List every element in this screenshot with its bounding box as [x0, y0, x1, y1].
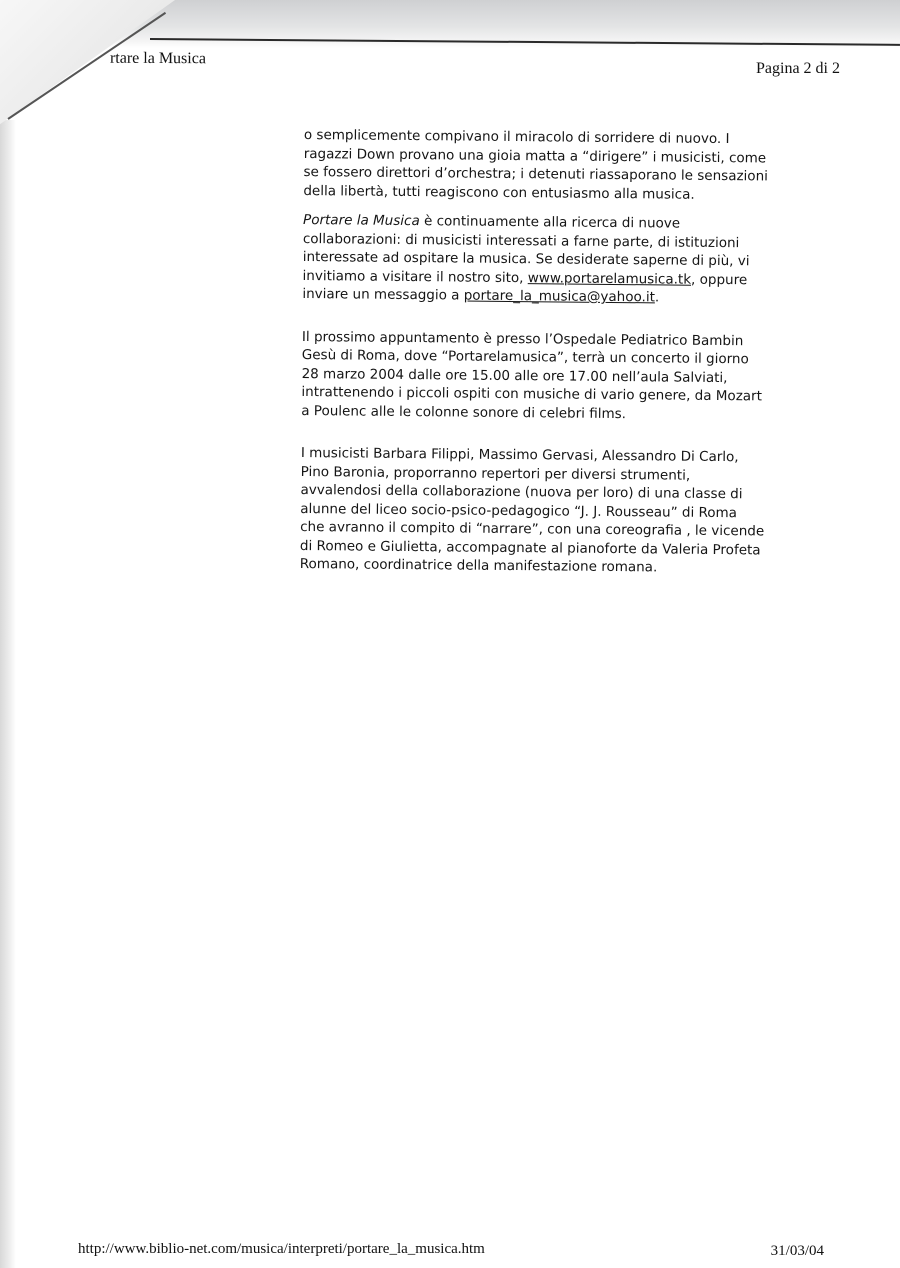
line-text: invitiamo a visitare il nostro sito, [302, 267, 528, 286]
paragraph-line: Pino Baronia, proporranno repertori per diversi strumenti, [300, 463, 691, 484]
paragraph-2 [302, 211, 843, 309]
paragraph-line [302, 285, 842, 309]
paragraph-line: alunne del liceo socio-psico-pedagogico “J. J. Rousseau” di Roma [300, 500, 738, 521]
paragraph-line: intrattenendo i piccoli ospiti con musiche di vario genere, da Mozart [301, 383, 763, 405]
paragraph-line: Il prossimo appuntamento è presso l’Ospedale Pediatrico Bambin [301, 328, 744, 349]
paragraph-line: interessate ad ospitare la musica. Se desiderate saperne di più, vi [302, 248, 750, 270]
line-text: è continuamente alla ricerca di nuove [419, 213, 681, 232]
paragraph-line: a Poulenc alle le colonne sonore di celebri films. [301, 402, 627, 422]
paragraph-3 [301, 327, 842, 425]
paragraph-line: o semplicemente compivano il miracolo di sorridere di nuovo. I [303, 126, 730, 148]
line-text: . [654, 289, 660, 306]
paragraph-line: se fossero direttori d’orchestra; i detenuti riassaporano le sensazioni [303, 163, 768, 185]
page-number: Pagina 2 di 2 [756, 60, 840, 77]
paragraph-line: collaborazioni: di musicisti interessati a farne parte, di istituzioni [302, 230, 740, 251]
website-link[interactable]: www.portarelamusica.tk [527, 269, 692, 288]
document-body [300, 126, 844, 590]
paragraph-line: Romano, coordinatrice della manifestazione romana. [299, 555, 658, 576]
paragraph-line: della libertà, tutti reagiscono con entusiasmo alla musica. [303, 182, 695, 203]
paragraph-line: che avranno il compito di “narrare”, con una coreografia , le vicende [300, 518, 765, 540]
paragraph-line: 28 marzo 2004 dalle ore 15.00 alle ore 17.00 nell’aula Salviati, [301, 365, 728, 386]
paragraph-line: Gesù di Roma, dove “Portarelamusica”, terrà un concerto il giorno [301, 346, 749, 368]
scan-left-edge [0, 120, 16, 1268]
email-link[interactable]: portare_la_musica@yahoo.it [463, 287, 655, 306]
page-header-title: rtare la Musica [109, 49, 206, 68]
paragraph-4 [300, 444, 841, 579]
footer-source-url: http://www.biblio-net.com/musica/interpreti/portare_la_musica.htm [78, 1241, 485, 1257]
line-text: , oppure [691, 271, 748, 288]
line-text: inviare un messaggio a [302, 285, 464, 304]
paragraph-1 [303, 126, 844, 205]
footer-print-date: 31/03/04 [770, 1243, 824, 1259]
paragraph-line: ragazzi Down provano una gioia matta a “dirigere” i musicisti, come [303, 145, 767, 166]
paragraph-line: avvalendosi della collaborazione (nuova per loro) di una classe di [300, 481, 743, 503]
paragraph-line: di Romeo e Giulietta, accompagnate al pianoforte da Valeria Profeta [299, 537, 761, 558]
organization-name: Portare la Musica [303, 211, 420, 230]
paragraph-line: I musicisti Barbara Filippi, Massimo Gervasi, Alessandro Di Carlo, [300, 444, 739, 466]
